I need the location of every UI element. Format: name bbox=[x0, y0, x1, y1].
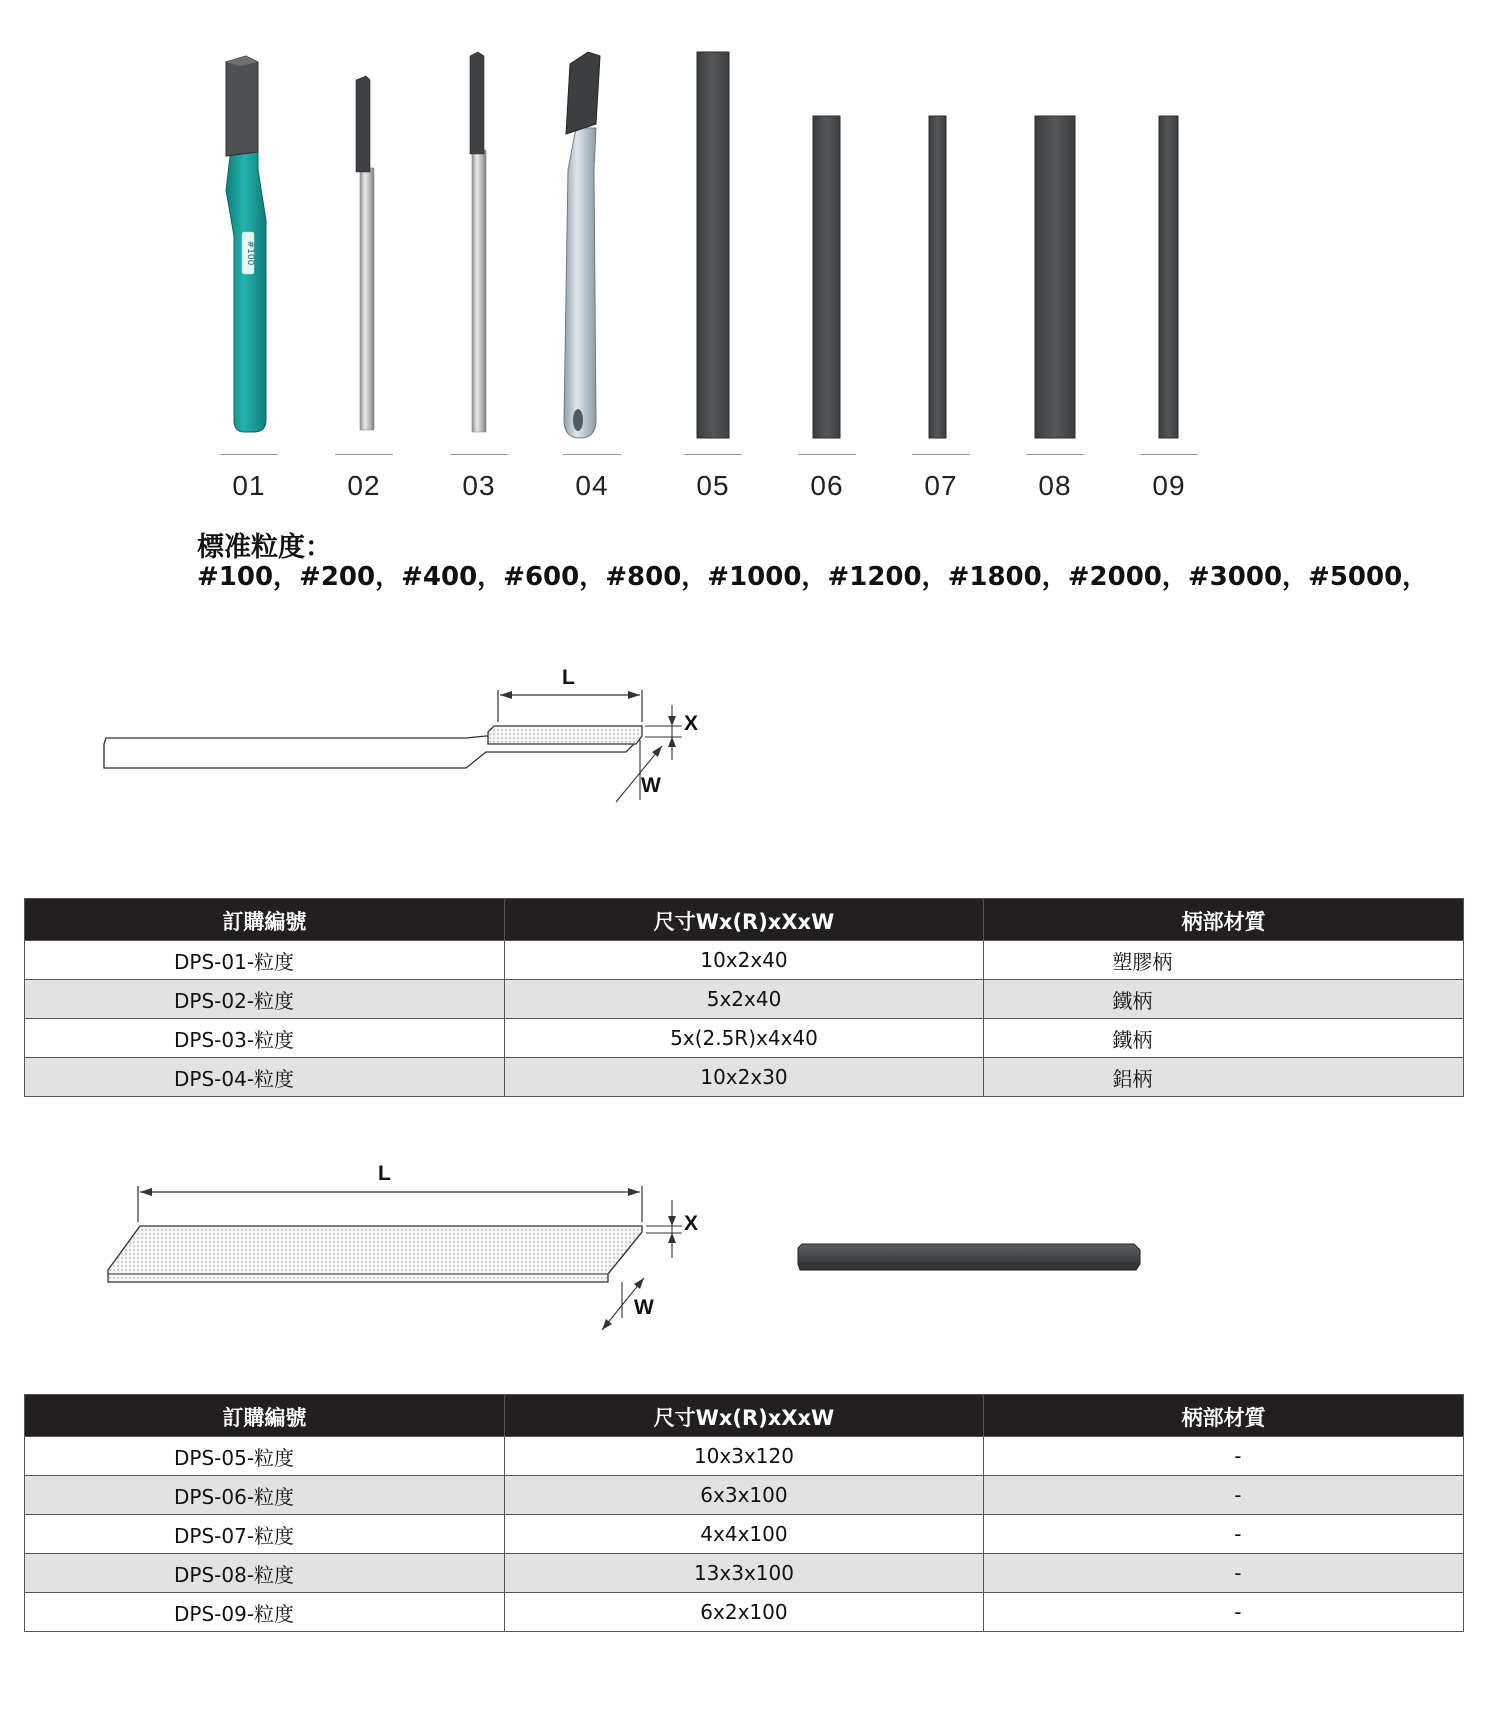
dim-label-l: L bbox=[378, 1162, 391, 1185]
product-label-03: 03 bbox=[462, 470, 496, 501]
handle-tool-dimension-diagram bbox=[0, 660, 760, 810]
product-01-plastic-handle-tool bbox=[226, 56, 266, 432]
product-04-aluminium-handle-tool bbox=[564, 52, 600, 438]
grit-list: #100，#200，#400，#600，#800，#1000，#1200，#1800，#2000，#3000，#5000， bbox=[197, 562, 1429, 592]
product-divider bbox=[1026, 454, 1084, 455]
table-row bbox=[25, 1058, 1464, 1097]
product-label-02: 02 bbox=[347, 470, 381, 501]
cell-order-code: DPS-09-粒度 bbox=[25, 1593, 505, 1632]
product-illustrations bbox=[0, 0, 1488, 460]
table-row bbox=[25, 1515, 1464, 1554]
product-label-06: 06 bbox=[810, 470, 844, 501]
product-label-08: 08 bbox=[1038, 470, 1072, 501]
product-divider bbox=[335, 454, 393, 455]
cell-material: - bbox=[984, 1476, 1464, 1515]
cell-size: 5x(2.5R)x4x40 bbox=[504, 1019, 984, 1058]
cell-order-code: DPS-06-粒度 bbox=[25, 1476, 505, 1515]
stone-photo bbox=[796, 1240, 1146, 1280]
cell-order-code: DPS-07-粒度 bbox=[25, 1515, 505, 1554]
cell-material: 鐵柄 bbox=[984, 980, 1464, 1019]
product-02-steel-handle-tool bbox=[356, 76, 374, 430]
cell-size: 6x3x100 bbox=[504, 1476, 984, 1515]
cell-material: 鋁柄 bbox=[984, 1058, 1464, 1097]
header-handle-material: 柄部材質 bbox=[984, 1395, 1464, 1437]
cell-material: - bbox=[984, 1554, 1464, 1593]
handle-imprint: #100 bbox=[245, 240, 255, 266]
stone-dimension-diagram bbox=[0, 1160, 760, 1340]
product-label-04: 04 bbox=[575, 470, 609, 501]
product-divider bbox=[912, 454, 970, 455]
product-divider bbox=[220, 454, 278, 455]
cell-size: 13x3x100 bbox=[504, 1554, 984, 1593]
product-divider bbox=[798, 454, 856, 455]
product-03-steel-handle-tool bbox=[470, 52, 486, 432]
table-header-row bbox=[25, 899, 1464, 941]
dim-label-w: W bbox=[634, 1296, 654, 1319]
product-05-stone bbox=[697, 52, 729, 438]
cell-size: 6x2x100 bbox=[504, 1593, 984, 1632]
cell-order-code: DPS-04-粒度 bbox=[25, 1058, 505, 1097]
header-order-code: 訂購編號 bbox=[25, 1395, 505, 1437]
table-row bbox=[25, 941, 1464, 980]
product-divider bbox=[563, 454, 621, 455]
table-row bbox=[25, 1019, 1464, 1058]
dim-label-w: W bbox=[641, 774, 661, 797]
header-handle-material: 柄部材質 bbox=[984, 899, 1464, 941]
table-row bbox=[25, 1476, 1464, 1515]
product-divider bbox=[684, 454, 742, 455]
table-header-row bbox=[25, 1395, 1464, 1437]
product-09-stone bbox=[1159, 116, 1178, 438]
product-label-01: 01 bbox=[232, 470, 266, 501]
dim-label-x: X bbox=[684, 1212, 699, 1235]
product-photo-row bbox=[0, 0, 1488, 560]
table-row bbox=[25, 1593, 1464, 1632]
header-size: 尺寸Wx(R)xXxW bbox=[504, 1395, 984, 1437]
cell-size: 10x3x120 bbox=[504, 1437, 984, 1476]
cell-order-code: DPS-03-粒度 bbox=[25, 1019, 505, 1058]
cell-order-code: DPS-08-粒度 bbox=[25, 1554, 505, 1593]
stone-spec-table bbox=[24, 1394, 1464, 1632]
cell-size: 10x2x30 bbox=[504, 1058, 984, 1097]
cell-size: 5x2x40 bbox=[504, 980, 984, 1019]
product-label-07: 07 bbox=[924, 470, 958, 501]
cell-material: - bbox=[984, 1593, 1464, 1632]
dim-label-x: X bbox=[684, 712, 699, 735]
cell-order-code: DPS-01-粒度 bbox=[25, 941, 505, 980]
cell-material: 鐵柄 bbox=[984, 1019, 1464, 1058]
cell-material: 塑膠柄 bbox=[984, 941, 1464, 980]
header-size: 尺寸Wx(R)xXxW bbox=[504, 899, 984, 941]
product-08-stone bbox=[1035, 116, 1075, 438]
table-row bbox=[25, 980, 1464, 1019]
product-07-stone bbox=[929, 116, 946, 438]
product-divider bbox=[1140, 454, 1198, 455]
product-label-09: 09 bbox=[1152, 470, 1186, 501]
cell-size: 10x2x40 bbox=[504, 941, 984, 980]
cell-size: 4x4x100 bbox=[504, 1515, 984, 1554]
cell-material: - bbox=[984, 1515, 1464, 1554]
cell-order-code: DPS-05-粒度 bbox=[25, 1437, 505, 1476]
grit-title: 標准粒度： bbox=[197, 532, 332, 563]
table-row bbox=[25, 1437, 1464, 1476]
cell-material: - bbox=[984, 1437, 1464, 1476]
product-06-stone bbox=[813, 116, 840, 438]
header-order-code: 訂購編號 bbox=[25, 899, 505, 941]
cell-order-code: DPS-02-粒度 bbox=[25, 980, 505, 1019]
product-divider bbox=[450, 454, 508, 455]
dim-label-l: L bbox=[562, 666, 575, 689]
handle-tool-spec-table bbox=[24, 898, 1464, 1097]
table-row bbox=[25, 1554, 1464, 1593]
product-label-05: 05 bbox=[696, 470, 730, 501]
